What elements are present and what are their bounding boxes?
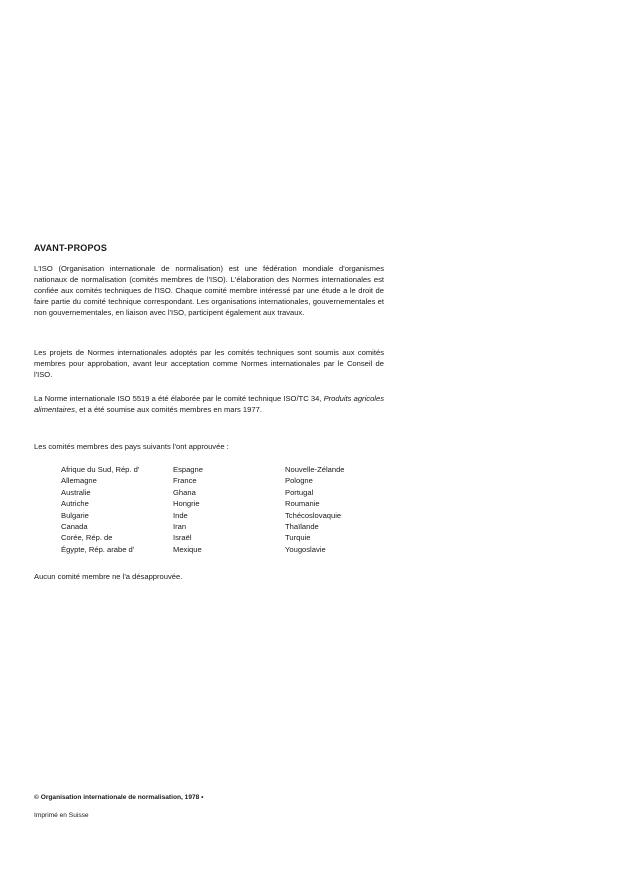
country-item: Roumanie (285, 499, 320, 509)
country-item: Allemagne (61, 476, 97, 486)
country-item: Bulgarie (61, 510, 89, 520)
country-item: Ghana (173, 487, 196, 497)
country-item: Tchécoslovaquie (285, 510, 342, 520)
country-column-1 (61, 464, 139, 555)
country-item: Canada (61, 521, 88, 531)
section-heading: AVANT-PROPOS (34, 243, 108, 253)
country-column-3 (285, 464, 345, 555)
country-item: Autriche (61, 499, 89, 509)
committee-title: Produits agricoles alimentaires (34, 394, 384, 414)
country-item: France (173, 476, 197, 486)
country-item: Égypte, Rép. arabe d' (61, 544, 135, 554)
country-item: Mexique (173, 544, 202, 554)
paragraph-standard-origin (34, 393, 384, 415)
country-item: Nouvelle-Zélande (285, 465, 345, 474)
country-item: Pologne (285, 476, 313, 486)
country-item: Inde (173, 510, 188, 520)
paragraph-approving-members: Les comités membres des pays suivants l'ont approuvée : (34, 442, 229, 451)
country-item: Afrique du Sud, Rép. d' (61, 465, 140, 474)
country-item: Israël (173, 533, 192, 543)
country-item: Portugal (285, 487, 314, 497)
country-item: Australie (61, 487, 91, 497)
country-item: Turquie (285, 533, 311, 543)
standard-origin-text-end: , et a été soumise aux comités membres en mars 1977. (74, 405, 262, 414)
paragraph-approval-process: Les projets de Normes internationales adoptés par les comités techniques sont soumis aux comités membres pour approbation, avant leur acceptation comme Normes internationales par le Conseil de l'ISO. (34, 348, 384, 379)
country-item: Corée, Rép. de (61, 533, 113, 543)
country-item: Hongrie (173, 499, 200, 509)
printed-location: Imprimé en Suisse (34, 812, 89, 819)
country-item: Thaïlande (285, 521, 319, 531)
country-item: Yougoslavie (285, 544, 326, 554)
country-item: Espagne (173, 465, 203, 474)
paragraph-no-disapproval: Aucun comité membre ne l'a désapprouvée. (34, 572, 183, 581)
standard-origin-text-start: La Norme internationale ISO 5519 a été élaborée par le comité technique ISO/TC 34, (34, 394, 324, 403)
paragraph-iso-description: L'ISO (Organisation internationale de normalisation) est une fédération mondiale d'organismes nationaux de normalisation (comités membres de l'ISO). L'élaboration des Normes internationales est confiée aux comités techniques de l'ISO. Chaque comité membre intéressé par une étude a le droit de faire partie du comité technique correspondant. Les organisations internationales, gouvernementales et non gouvernementales, en liaison avec l'ISO, participent également aux travaux. (34, 264, 384, 317)
country-column-2 (173, 464, 203, 555)
copyright-notice: © Organisation internationale de normalisation, 1978 • (34, 794, 204, 801)
country-item: Iran (173, 521, 187, 531)
